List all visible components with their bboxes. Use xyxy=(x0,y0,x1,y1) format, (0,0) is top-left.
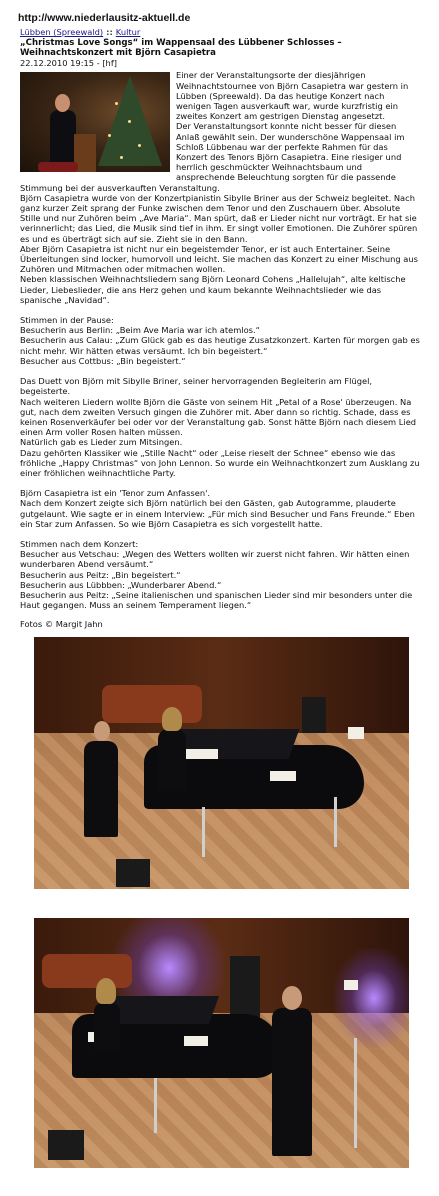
paragraph-entertainer: Aber Björn Casapietra ist nicht nur ein begeistemder Tenor, er ist auch Entertainer. Seine Überleitungen sind locker, humorvoll und leicht. Sie machen das Konzert zu einer Mischung aus Zuhören und Mitmachen oder mitmachen wollen. xyxy=(20,243,418,275)
site-url: http://www.niederlausitz-aktuell.de xyxy=(18,12,191,24)
paragraph-klassiker: Dazu gehörten Klassiker wie „Stille Nacht“ oder „Leise rieselt der Schnee“ ebenso wie das fröhliche „Happy Christmas“ von John Lennon. So wurde ein Weihnachtkonzert zum Ausklang zu einer fröhlichen weihnachtliche Party. xyxy=(20,447,420,478)
after-quote: Besucherin aus Lübbben: „Wunderbarer Abend.“ xyxy=(20,579,222,590)
breadcrumb-category-link[interactable]: Kultur xyxy=(115,27,141,37)
after-quote: Besucher aus Vetschau: „Wegen des Wetters wollten wir zuerst nicht fahren. Wir hätten einen wunderbaren Abend versäumt.“ xyxy=(20,549,410,570)
paragraph-autogramme: Nach dem Konzert zeigte sich Björn natürlich bei den Gästen, gab Autogramme, plauderte gutgelaunt. Wie sagte er in einem Interview: „Für mich sind Besucher und Fans Freunde.“ Eben ein Star zum Anfassen. So wie Björn Casapietra es sich vorgestellt hatte. xyxy=(20,498,415,529)
lead-photo xyxy=(20,72,170,172)
pause-quote: Besucher aus Cottbus: „Bin begeistert.“ xyxy=(20,355,186,366)
paragraph-intro: Einer der Veranstaltungsorte der diesjährigen Weihnachtstournee von Björn Casapietra war gestern in Lübben (Spreewald). Da das heutige Konzert nach wenigen Tagen ausverkauft war, wurde kurzfristig ein zweites Konzert am gestrigen Dienstag angesetzt. xyxy=(176,70,409,122)
pause-quote: Besucherin aus Berlin: „Beim Ave Maria war ich atemlos.“ xyxy=(20,325,260,336)
after-quote: Besucherin aus Peitz: „Bin begeistert.“ xyxy=(20,569,181,580)
article-title: „Christmas Love Songs“ im Wappensaal des Lübbener Schlosses – Weihnachtskonzert mit Björn Casapietra xyxy=(20,38,342,59)
paragraph-anfassen: Björn Casapietra ist ein 'Tenor zum Anfassen'. xyxy=(20,488,211,499)
pause-heading: Stimmen in der Pause: xyxy=(20,315,114,326)
paragraph-pianist: Björn Casapietra wurde von der Konzertpianistin Sibylle Briner aus der Schweiz begleitet. Nach ganz kurzer Zeit sprang der Funke zwischen dem Tenor und den Zuschauern über. Absolute Stille und nur Zuhören beim „Ave Maria“. Man spürt, daß er Lieder nicht nur vorträgt. Er hat sie verinnerlicht; das Lied, die Musik sind tief in ihm. Er singt voller Emotionen. Die Zuhörer spüren es und es überträgt sich auf sie. Zieht sie in den Bann. xyxy=(20,192,418,244)
breadcrumb xyxy=(20,27,420,37)
paragraph-mitsingen: Natürlich gab es Lieder zum Mitsingen. xyxy=(20,437,183,448)
after-quote: Besucherin aus Peitz: „Seine italienischen und spanischen Lieder sind mir besonders unter die Haut gegangen. Muss an seinem Temperament liegen.“ xyxy=(20,589,413,611)
after-heading: Stimmen nach dem Konzert: xyxy=(20,538,139,549)
article-meta: 22.12.2010 19:15 - [hf] xyxy=(20,58,117,69)
paragraph-venue: Der Veranstaltungsort konnte nicht besser für diesen Anlaß gewählt sein. Der wunderschöne Wappensaal im Schloß Lübbenau war der perfekte Rahmen für das Konzert des Tenors Björn Casapietra. Eine riesiger und herrlich geschmückter Weihnachtsbaum und ansprechende Beleuchtung sorgten für die passende Stimmung bei der ausverkauften Veranstaltung. xyxy=(20,121,405,193)
breadcrumb-location-link[interactable]: Lübben (Spreewald) xyxy=(20,27,104,37)
photo-credit: Fotos © Margit Jahn xyxy=(20,619,103,630)
article xyxy=(20,27,420,630)
paragraph-petal: Nach weiteren Liedern wollte Björn die Gäste von seinem Hit „Petal of a Rose' überzeugen. Na gut, nach dem zweiten Versuch gingen die Zuhörer mit. Aber dann so richtig. Schade, dass es keinen Rosenverkäufer bei oder vor der Veranstaltung gab. Sonst hätte Björn nach diesem Lied einen Arm voller Rosen halten müssen. xyxy=(20,396,417,438)
concert-photo-duet xyxy=(34,637,409,889)
concert-photo-singer xyxy=(34,918,409,1168)
pause-quote: Besucherin aus Calau: „Zum Glück gab es das heutige Zusatzkonzert. Karten für morgen gab es nicht mehr. Wir hätten etwas versäumt. Ich bin begeistert.“ xyxy=(20,335,420,356)
breadcrumb-separator: :: xyxy=(106,27,113,37)
paragraph-repertoire: Neben klassischen Weihnachtsliedern sang Björn Leonard Cohens „Hallelujah“, alte keltische Lieder, Liebeslieder, die ans Herz gehen und kaum bekannte Weihnachtslieder wie das spanische „Navidad“. xyxy=(20,274,406,305)
paragraph-duett: Das Duett von Björn mit Sibylle Briner, seiner hervorragenden Begleiterin am Flügel, begeisterte. xyxy=(20,376,373,397)
